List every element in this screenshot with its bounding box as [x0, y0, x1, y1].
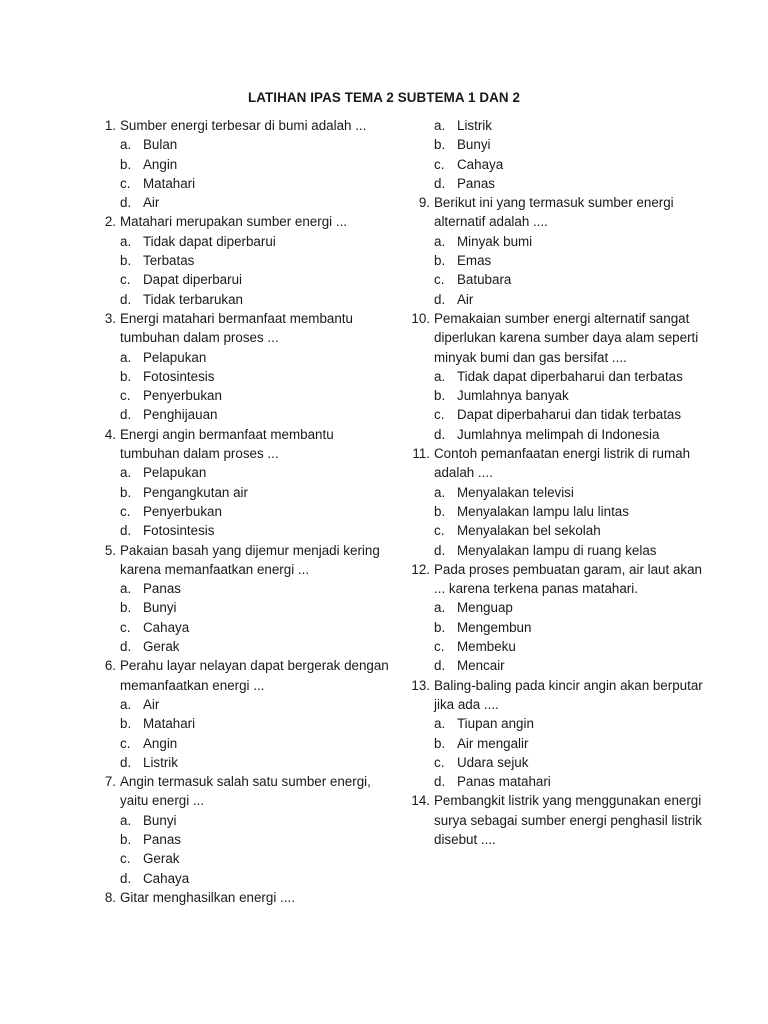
question-text: Contoh pemanfaatan energi listrik di rumah adalah .... [434, 446, 691, 481]
answer-option [120, 849, 390, 868]
answer-option [120, 869, 390, 888]
answer-options [120, 579, 390, 656]
right-column [406, 116, 706, 849]
answer-options [434, 116, 706, 193]
answer-option [434, 753, 706, 772]
question-item [406, 791, 706, 849]
answer-option [434, 386, 706, 405]
option-text: Panas [457, 175, 495, 191]
question-number: 14. [411, 793, 430, 809]
question-item [406, 560, 706, 676]
option-letter: d. [434, 291, 446, 307]
option-letter: a. [120, 137, 132, 153]
option-text: Menyalakan lampu lalu lintas [457, 503, 629, 519]
answer-option [434, 116, 706, 135]
option-letter: a. [120, 812, 132, 828]
option-letter: a. [434, 233, 446, 249]
option-text: Listrik [457, 118, 492, 133]
question-item [406, 116, 706, 193]
answer-option [434, 290, 706, 309]
option-letter: c. [434, 639, 445, 655]
answer-options [120, 232, 390, 309]
option-text: Menyalakan lampu di ruang kelas [457, 542, 657, 558]
answer-option [120, 598, 390, 617]
question-text: Pembangkit listrik yang menggunakan energi surya sebagai sumber energi penghasil listrik disebut .... [434, 793, 702, 847]
question-number: 5. [104, 542, 116, 558]
answer-option [434, 637, 706, 656]
option-text: Minyak bumi [457, 233, 533, 249]
option-text: Air [143, 195, 160, 211]
question-text: Angin termasuk salah satu sumber energi, yaitu energi ... [120, 774, 371, 809]
option-text: Tidak dapat diperbarui [143, 233, 276, 249]
question-text: Pada proses pembuatan garam, air laut akan ... karena terkena panas matahari. [434, 561, 702, 597]
option-text: Dapat diperbaharui dan tidak terbatas [457, 407, 682, 423]
answer-option [434, 521, 706, 540]
option-letter: c. [434, 754, 445, 770]
option-letter: d. [120, 523, 132, 539]
option-letter: a. [434, 484, 446, 500]
option-text: Air mengalir [457, 735, 529, 751]
question-item [92, 309, 390, 425]
option-letter: d. [434, 658, 446, 674]
question-number: 3. [104, 310, 116, 326]
question-item [92, 656, 390, 772]
option-text: Gerak [143, 851, 180, 867]
answer-option [120, 579, 390, 598]
option-text: Panas [143, 831, 181, 847]
option-letter: a. [434, 716, 446, 732]
question-item [92, 541, 390, 657]
question-item [406, 444, 706, 560]
option-letter: c. [434, 272, 445, 288]
answer-option [434, 270, 706, 289]
answer-option [120, 155, 390, 174]
option-letter: c. [120, 388, 131, 404]
option-text: Bulan [143, 137, 178, 153]
answer-option [120, 270, 390, 289]
question-text: Matahari merupakan sumber energi ... [120, 214, 348, 230]
option-letter: c. [120, 851, 131, 867]
option-text: Cahaya [143, 619, 190, 635]
option-text: Gerak [143, 639, 180, 655]
answer-option [434, 251, 706, 270]
answer-options [434, 483, 706, 560]
answer-option [120, 714, 390, 733]
answer-option [434, 232, 706, 251]
answer-option [120, 386, 390, 405]
option-letter: b. [120, 484, 132, 500]
answer-options [120, 695, 390, 772]
option-text: Terbatas [143, 253, 195, 269]
answer-option [120, 463, 390, 482]
answer-option [120, 193, 390, 212]
option-text: Air [143, 696, 160, 712]
option-text: Bunyi [143, 600, 177, 616]
left-column [92, 116, 392, 907]
option-text: Tidak terbarukan [143, 291, 243, 307]
answer-option [120, 367, 390, 386]
answer-option [434, 174, 706, 193]
option-letter: b. [120, 368, 132, 384]
option-text: Pengangkutan air [143, 484, 248, 500]
answer-options [434, 598, 706, 675]
option-text: Bunyi [143, 812, 177, 828]
option-text: Penyerbukan [143, 388, 222, 404]
option-text: Tidak dapat diperbaharui dan terbatas [457, 368, 683, 384]
answer-option [120, 174, 390, 193]
answer-option [120, 830, 390, 849]
answer-option [434, 714, 706, 733]
answer-option [434, 734, 706, 753]
option-letter: b. [434, 735, 446, 751]
answer-option [434, 425, 706, 444]
question-item [406, 676, 706, 792]
answer-option [120, 637, 390, 656]
question-number: 2. [104, 214, 116, 230]
question-number: 9. [418, 195, 430, 211]
option-text: Menyalakan televisi [457, 484, 574, 500]
option-letter: c. [434, 156, 445, 172]
answer-option [120, 405, 390, 424]
option-letter: b. [434, 619, 446, 635]
option-letter: c. [120, 619, 131, 635]
question-text: Gitar menghasilkan energi .... [120, 889, 295, 905]
question-item [406, 309, 706, 444]
option-letter: d. [120, 291, 132, 307]
question-text: Energi angin bermanfaat membantu tumbuhan dalam proses ... [120, 426, 334, 462]
option-text: Penyerbukan [143, 503, 222, 519]
answer-option [434, 367, 706, 386]
option-letter: d. [120, 870, 132, 886]
option-text: Panas [143, 581, 181, 597]
option-text: Pelapukan [143, 349, 207, 365]
question-text: Energi matahari bermanfaat membantu tumbuhan dalam proses ... [120, 310, 353, 346]
question-number: 8. [104, 889, 116, 905]
option-text: Mengembun [457, 619, 532, 635]
option-letter: d. [120, 407, 132, 423]
option-letter: c. [120, 503, 131, 519]
page-title: LATIHAN IPAS TEMA 2 SUBTEMA 1 DAN 2 [247, 90, 521, 105]
option-text: Jumlahnya melimpah di Indonesia [457, 426, 660, 442]
option-text: Bunyi [457, 137, 491, 153]
answer-option [120, 734, 390, 753]
option-letter: d. [434, 542, 446, 558]
option-letter: a. [434, 118, 446, 133]
question-text: Pakaian basah yang dijemur menjadi kering karena memanfaatkan energi ... [120, 542, 380, 577]
question-number: 6. [104, 658, 116, 674]
option-text: Dapat diperbarui [143, 272, 243, 288]
option-text: Matahari [143, 175, 196, 191]
option-letter: a. [434, 368, 446, 384]
option-letter: a. [434, 600, 446, 616]
option-letter: c. [120, 272, 131, 288]
option-letter: a. [120, 233, 132, 249]
question-text: Berikut ini yang termasuk sumber energi alternatif adalah .... [434, 195, 674, 230]
option-letter: b. [120, 156, 132, 172]
option-text: Cahaya [457, 156, 504, 172]
answer-option [434, 483, 706, 502]
option-letter: c. [120, 175, 131, 191]
question-number: 11. [412, 446, 430, 462]
answer-option [120, 251, 390, 270]
option-letter: d. [120, 195, 132, 211]
option-letter: b. [434, 253, 446, 269]
option-text: Cahaya [143, 870, 190, 886]
answer-option [434, 598, 706, 617]
option-letter: d. [434, 774, 446, 790]
option-letter: a. [120, 465, 132, 481]
answer-option [434, 135, 706, 154]
question-item [92, 212, 390, 308]
question-number: 4. [104, 426, 116, 442]
answer-option [434, 155, 706, 174]
option-text: Panas matahari [457, 774, 551, 790]
option-letter: b. [120, 716, 132, 732]
question-number: 12. [411, 561, 430, 577]
answer-options [120, 135, 390, 212]
option-letter: d. [434, 426, 446, 442]
answer-option [120, 483, 390, 502]
answer-option [120, 290, 390, 309]
option-text: Menguap [457, 600, 513, 616]
answer-option [434, 405, 706, 424]
answer-option [120, 695, 390, 714]
answer-option [434, 541, 706, 560]
answer-option [120, 502, 390, 521]
option-text: Udara sejuk [457, 754, 529, 770]
option-text: Mencair [457, 658, 505, 674]
option-letter: a. [120, 349, 132, 365]
question-text: Sumber energi terbesar di bumi adalah ... [120, 118, 367, 133]
option-text: Fotosintesis [143, 368, 215, 384]
question-item [92, 116, 390, 212]
answer-option [120, 135, 390, 154]
question-number: 7. [104, 774, 116, 790]
option-letter: d. [120, 639, 132, 655]
option-letter: b. [120, 253, 132, 269]
option-text: Angin [143, 735, 178, 751]
option-letter: d. [434, 175, 446, 191]
option-letter: c. [120, 735, 131, 751]
answer-option [120, 348, 390, 367]
option-text: Tiupan angin [457, 716, 534, 732]
question-item [92, 888, 390, 907]
answer-options [434, 367, 706, 444]
answer-option [120, 618, 390, 637]
option-text: Penghijauan [143, 407, 218, 423]
answer-option [120, 521, 390, 540]
answer-options [434, 714, 706, 791]
option-letter: b. [434, 137, 446, 153]
option-text: Menyalakan bel sekolah [457, 523, 601, 539]
option-text: Batubara [457, 272, 512, 288]
answer-option [434, 618, 706, 637]
option-letter: b. [120, 600, 132, 616]
answer-options [120, 348, 390, 425]
question-number: 13. [411, 677, 430, 693]
question-text: Pemakaian sumber energi alternatif sangat diperlukan karena sumber daya alam seperti minyak bumi dan gas bersifat .... [434, 310, 699, 365]
option-letter: b. [434, 388, 446, 404]
option-text: Listrik [143, 754, 178, 770]
option-text: Angin [143, 156, 178, 172]
option-text: Jumlahnya banyak [457, 388, 569, 404]
answer-option [120, 753, 390, 772]
option-text: Pelapukan [143, 465, 207, 481]
question-number: 10. [411, 310, 430, 326]
question-text: Baling-baling pada kincir angin akan berputar jika ada .... [434, 677, 703, 712]
question-item [92, 425, 390, 541]
answer-option [434, 656, 706, 675]
question-number: 1. [104, 118, 116, 133]
answer-options [120, 811, 390, 888]
option-text: Air [457, 291, 474, 307]
answer-option [434, 772, 706, 791]
option-text: Matahari [143, 716, 196, 732]
question-item [406, 193, 706, 309]
answer-options [120, 463, 390, 540]
option-text: Fotosintesis [143, 523, 215, 539]
option-letter: b. [434, 503, 446, 519]
answer-option [120, 811, 390, 830]
answer-option [120, 232, 390, 251]
question-text: Perahu layar nelayan dapat bergerak dengan memanfaatkan energi ... [120, 658, 389, 693]
answer-option [434, 502, 706, 521]
question-item [92, 772, 390, 888]
option-letter: d. [120, 754, 132, 770]
option-letter: a. [120, 581, 132, 597]
option-letter: c. [434, 407, 445, 423]
option-letter: a. [120, 696, 132, 712]
option-text: Emas [457, 253, 492, 269]
answer-options [434, 232, 706, 309]
option-letter: b. [120, 831, 132, 847]
option-text: Membeku [457, 639, 516, 655]
option-letter: c. [434, 523, 445, 539]
